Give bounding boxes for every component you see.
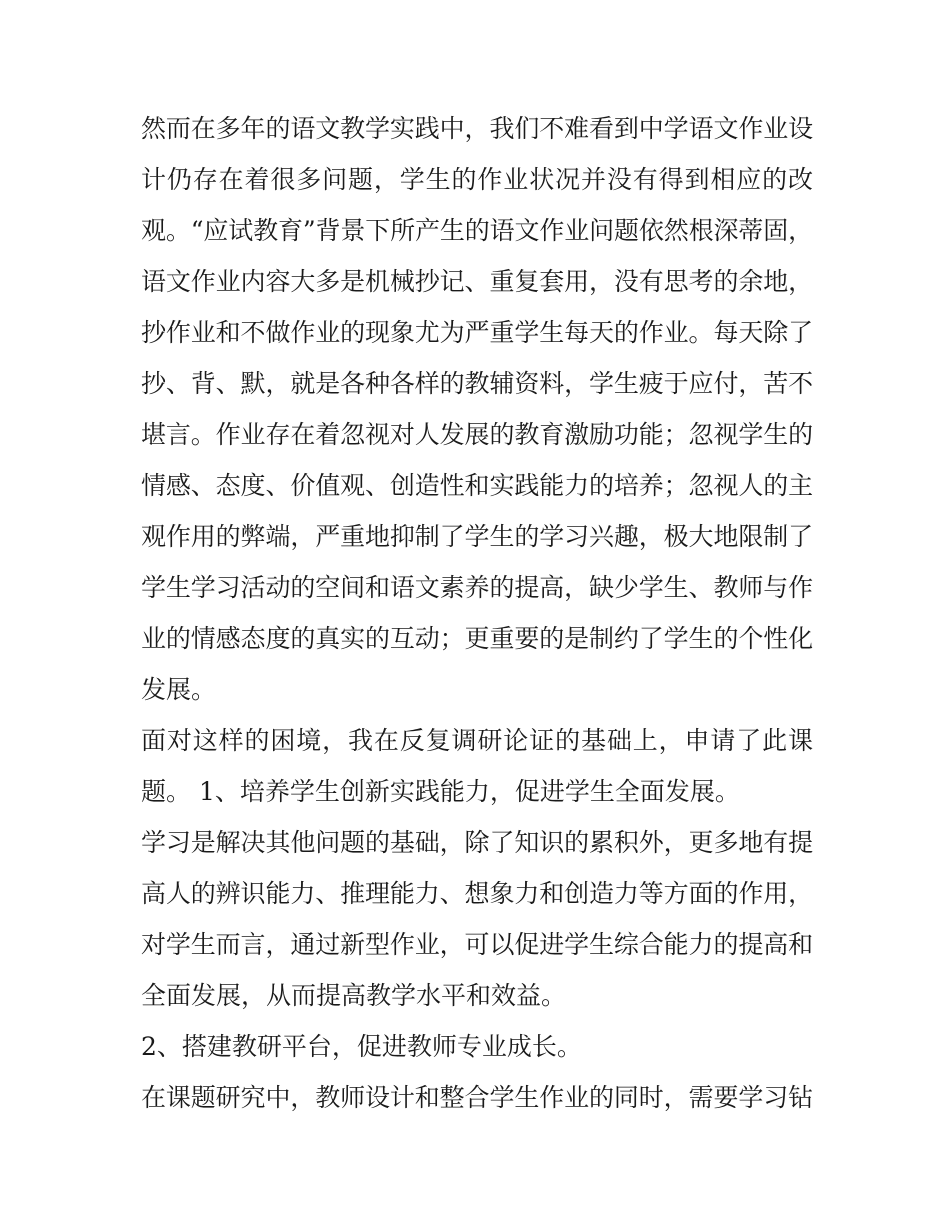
text-line: 在课题研究中，教师设计和整合学生作业的同时，需要学习钻 bbox=[141, 1083, 814, 1112]
text-line: 发展。 bbox=[141, 675, 217, 704]
text-line: 题。 1、培养学生创新实践能力，促进学生全面发展。 bbox=[141, 777, 740, 806]
text-line: 学习是解决其他问题的基础，除了知识的累积外，更多地有提 bbox=[141, 828, 814, 857]
text-line: 情感、态度、价值观、创造性和实践能力的培养；忽视人的主 bbox=[141, 471, 814, 500]
text-line: 抄作业和不做作业的现象尤为严重学生每天的作业。每天除了 bbox=[141, 318, 814, 347]
text-line: 观作用的弊端，严重地抑制了学生的学习兴趣，极大地限制了 bbox=[141, 522, 814, 551]
text-line: 堪言。作业存在着忽视对人发展的教育激励功能；忽视学生的 bbox=[141, 420, 814, 449]
text-line: 对学生而言，通过新型作业，可以促进学生综合能力的提高和 bbox=[141, 930, 814, 959]
text-line: 面对这样的困境，我在反复调研论证的基础上，申请了此课 bbox=[141, 726, 813, 755]
text-line: 计仍存在着很多问题，学生的作业状况并没有得到相应的改 bbox=[141, 165, 813, 194]
text-line: 业的情感态度的真实的互动；更重要的是制约了学生的个性化 bbox=[141, 624, 814, 653]
text-line: 然而在多年的语文教学实践中，我们不难看到中学语文作业设 bbox=[141, 114, 814, 143]
text-line: 全面发展，从而提高教学水平和效益。 bbox=[141, 981, 567, 1010]
document-body bbox=[141, 103, 813, 1123]
text-line: 语文作业内容大多是机械抄记、重复套用，没有思考的余地， bbox=[141, 267, 814, 296]
text-line: 2、搭建教研平台，促进教师专业成长。 bbox=[141, 1032, 582, 1061]
text-line: 学生学习活动的空间和语文素养的提高，缺少学生、教师与作 bbox=[141, 573, 814, 602]
text-line: 高人的辨识能力、推理能力、想象力和创造力等方面的作用， bbox=[141, 879, 814, 908]
text-line: 抄、背、默，就是各种各样的教辅资料，学生疲于应付，苦不 bbox=[141, 369, 814, 398]
text-line: 观。“应试教育”背景下所产生的语文作业问题依然根深蒂固， bbox=[141, 216, 813, 245]
